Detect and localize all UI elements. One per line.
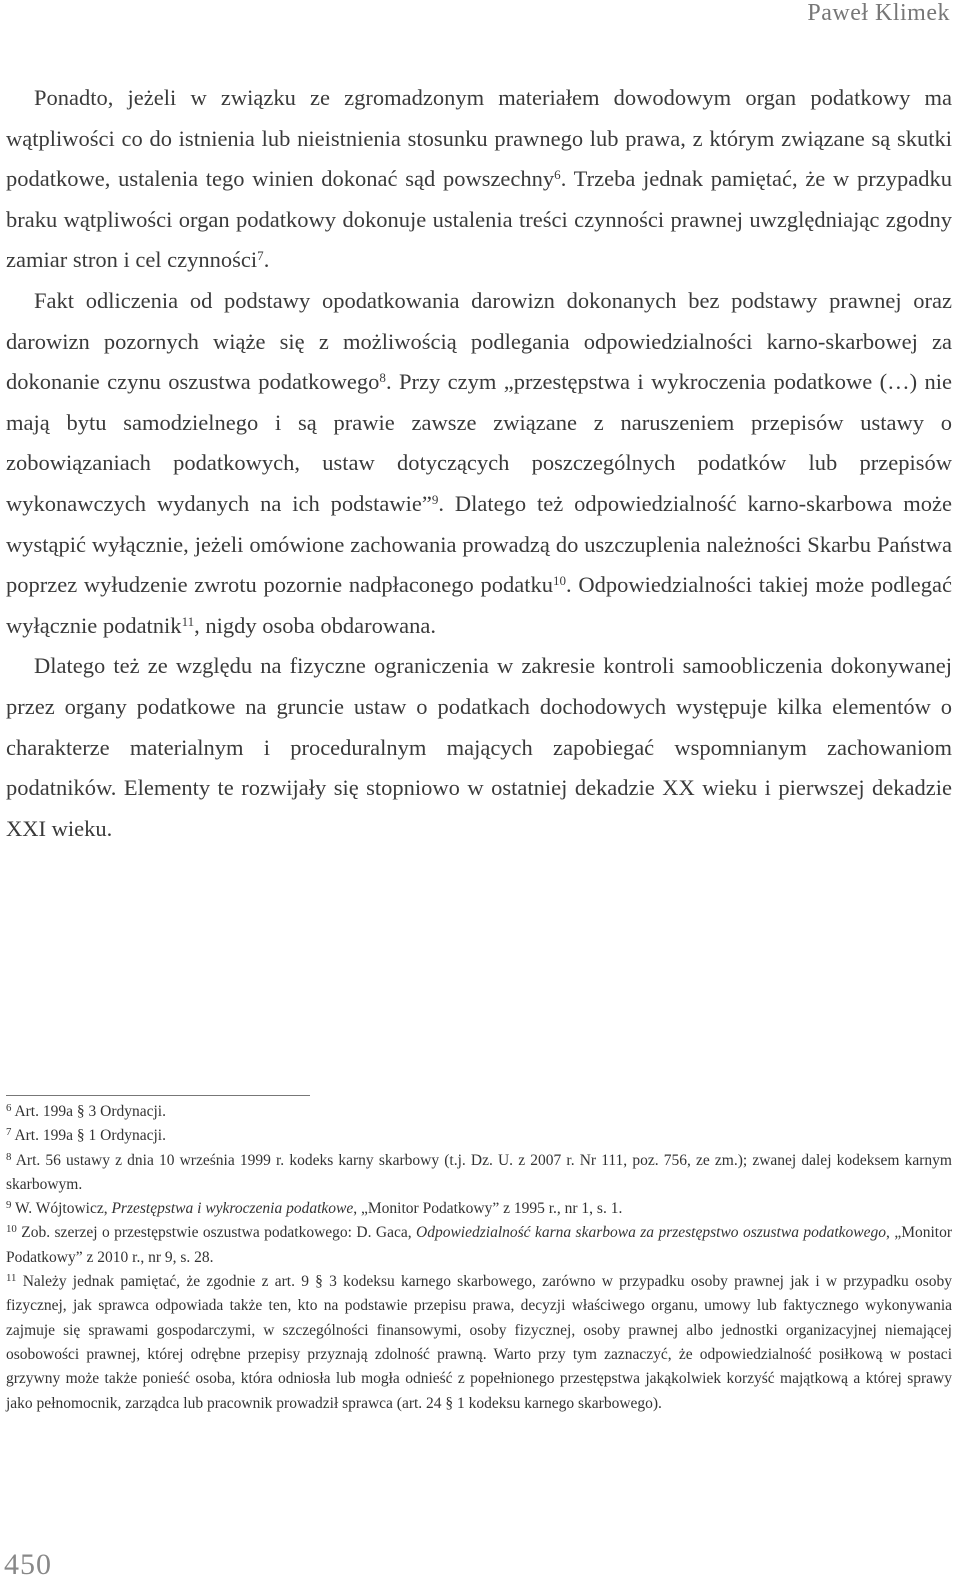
footnotes (6, 1100, 952, 1416)
footnote-ref-6[interactable]: 6 (554, 167, 561, 183)
footnote-7 (6, 1124, 952, 1148)
paragraph-2 (6, 281, 952, 646)
paragraph-1-text-a: Ponadto, jeżeli w związku ze zgromadzonym materiałem dowodowym organ podatkowy ma wątpliwości co do istnienia lub nieistnienia stosunku prawnego lub prawa, z którym związane są skutki podatkowe, ustalenia tego winien dokonać sąd powszechny (6, 85, 952, 192)
paragraph-1-text-c: . (263, 247, 270, 273)
footnote-9 (6, 1197, 952, 1221)
footnote-ref-7[interactable]: 7 (257, 248, 264, 264)
paragraph-2-text-b: . Przy czym „przestępstwa i wykroczenia podatkowe (…) nie mają bytu samodzielnego i są prawie zawsze związane z naruszeniem przepisów ustawy o zobowiązaniach podatkowych, ustaw dotyczących poszczególnych podatków lub przepisów wykonawczych wydanych na ich podstawie” (6, 369, 952, 516)
footnote-6 (6, 1100, 952, 1124)
footnote-ref-11[interactable]: 11 (181, 613, 195, 629)
footnote-number: 11 (6, 1272, 17, 1285)
footnote-number: 8 (6, 1150, 12, 1163)
footnote-separator (6, 1095, 310, 1096)
footnote-ref-10[interactable]: 10 (552, 572, 567, 588)
footnote-text-a: Zob. szerzej o przestępstwie oszustwa podatkowego: D. Gaca, (21, 1224, 417, 1242)
footnote-8 (6, 1149, 952, 1198)
paragraph-1-text-b: . Trzeba jednak pamiętać, że w przypadku braku wątpliwości organ podatkowy dokonuje ustalenia treści czynności prawnej uwzględniając zgodny zamiar stron i cel czynności (6, 166, 952, 273)
paragraph-2-text-d: . Odpowiedzialności takiej może podlegać wyłącznie podatnik (6, 572, 952, 638)
main-text (6, 78, 952, 849)
footnote-text-a: W. Wójtowicz, (15, 1200, 112, 1218)
footnote-number: 10 (6, 1223, 17, 1236)
paragraph-2-text-e: , nigdy osoba obdarowana. (194, 612, 436, 638)
footnote-cited-title: Przestępstwa i wykroczenia podatkowe (111, 1200, 354, 1218)
footnote-number: 6 (6, 1102, 12, 1115)
footnote-text: Art. 56 ustawy z dnia 10 września 1999 r. kodeks karny skarbowy (t.j. Dz. U. z 2007 r. Nr 111, poz. 756, ze zm.); zwanej dalej kodeksem karnym skarbowym. (6, 1151, 952, 1193)
footnote-cited-title: Odpowiedzialność karna skarbowa za przestępstwo oszustwa podatkowego (416, 1224, 887, 1242)
footnote-ref-9[interactable]: 9 (431, 491, 439, 507)
running-header-author: Paweł Klimek (807, 0, 950, 26)
footnote-number: 7 (6, 1126, 12, 1139)
paragraph-2-text-c: . Dlatego też odpowiedzialność karno-skarbowa może wystąpić wyłącznie, jeżeli omówione zachowania prowadzą do uszczuplenia należności Skarbu Państwa poprzez wyłudzenie zwrotu pozornie nadpłaconego podatku (6, 490, 952, 598)
footnote-text: Art. 199a § 3 Ordynacji. (14, 1103, 166, 1120)
footnote-text-b: , „Monitor Podatkowy” z 1995 r., nr 1, s. 1. (353, 1200, 623, 1218)
footnote-text-b: , „Monitor Podatkowy” z 2010 r., nr 9, s. 28. (6, 1224, 953, 1266)
footnote-text: Należy jednak pamiętać, że zgodnie z art. 9 § 3 kodeksu karnego skarbowego, zarówno w przypadku osoby prawnej jak i w przypadku osoby fizycznej, jak sprawca odpowiada także ten, kto na podstawie przepisu prawa, decyzji właściwego organu, umowy lub faktycznego wykonywania zajmuje się sprawami gospodarczymi, w szczególności finansowymi, osoby fizycznej, osoby prawnej albo jednostki organizacyjnej niemającej osobowości prawnej, której odrębne przepisy przyznają zdolność prawną. Warto przy tym zaznaczyć, że odpowiedzialność posiłkową w postaci grzywny może także ponieść osoba, która odniosła lub mogła odnieść z popełnionego przestępstwa jakąkolwiek korzyść majątkową a której sprawy jako pełnomocnik, zarządca lub pracownik prowadził sprawca (art. 24 § 1 kodeksu karnego skarbowego). (6, 1273, 953, 1412)
footnote-ref-8[interactable]: 8 (379, 369, 386, 385)
page-number: 450 (4, 1548, 52, 1581)
footnote-10 (6, 1221, 952, 1270)
footnote-11 (6, 1270, 952, 1416)
paragraph-1 (6, 78, 952, 281)
paragraph-3: Dlatego też ze względu na fizyczne ograniczenia w zakresie kontroli samoobliczenia dokonywanej przez organy podatkowe na gruncie ustaw o podatkach dochodowych występuje kilka elementów o charakterze materialnym i proceduralnym mających zapobiegać wspomnianym zachowaniom podatników. Elementy te rozwijały się stopniowo w ostatniej dekadzie XX wieku i pierwszej dekadzie XXI wieku. (6, 653, 952, 841)
paragraph-2-text-a: Fakt odliczenia od podstawy opodatkowania darowizn dokonanych bez podstawy prawnej oraz darowizn pozornych wiąże się z możliwością podlegania odpowiedzialności karno-skarbowej za dokonanie czynu oszustwa podatkowego (6, 287, 952, 395)
footnote-number: 9 (6, 1199, 12, 1212)
footnote-text: Art. 199a § 1 Ordynacji. (14, 1127, 166, 1145)
